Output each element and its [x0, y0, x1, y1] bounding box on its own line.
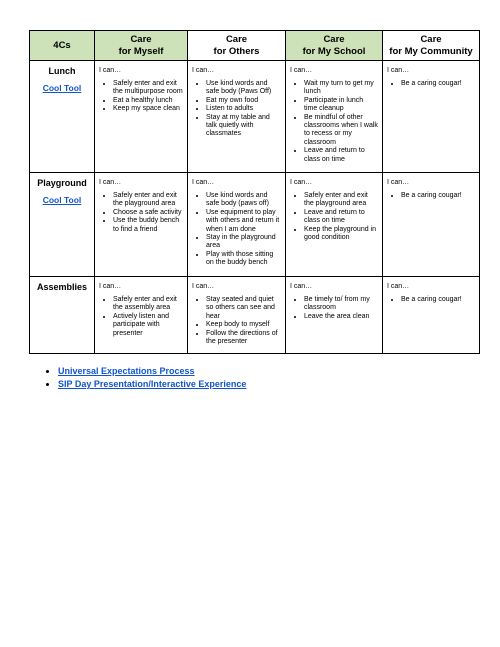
- expectation-item: • Use kind words and safe body (paws off): [206, 192, 281, 209]
- expectation-item: • Keep my space clean: [113, 105, 183, 113]
- sip-day-presentation-link[interactable]: SIP Day Presentation/Interactive Experience: [58, 379, 247, 389]
- expectation-item: • Safely enter and exit the playground area: [304, 192, 378, 209]
- row-header: [30, 61, 95, 173]
- expectation-cell: [95, 61, 188, 173]
- expectation-item: • Stay at my table and talk quietly with classmates: [206, 114, 281, 139]
- universal-expectations-link[interactable]: Universal Expectations Process: [58, 366, 195, 376]
- expectation-cell: [188, 61, 286, 173]
- cell-lead: I can…: [192, 67, 215, 74]
- expectation-list: [286, 192, 378, 242]
- expectation-item: • Keep body to myself: [206, 321, 281, 329]
- expectation-item: • Stay in the playground area: [206, 234, 281, 251]
- expectation-list: [188, 80, 281, 139]
- expectations-matrix: [29, 30, 480, 354]
- header-label: 4Cs: [53, 39, 71, 51]
- expectation-list: [95, 296, 183, 338]
- expectation-cell: [383, 61, 480, 173]
- row-title: Lunch: [48, 66, 76, 76]
- resource-link-item: [58, 365, 246, 378]
- expectation-cell: [383, 173, 480, 277]
- expectation-list: [286, 296, 378, 321]
- header-4cs: [30, 31, 95, 61]
- expectation-item: • Keep the playground in good condition: [304, 226, 378, 243]
- expectation-item: • Safely enter and exit the playground area: [113, 192, 183, 209]
- expectation-list: [383, 80, 475, 88]
- expectation-cell: [95, 277, 188, 354]
- header-label: Care for My Community: [389, 33, 473, 57]
- expectation-item: • Eat my own food: [206, 97, 281, 105]
- expectation-cell: [286, 277, 383, 354]
- cell-lead: I can…: [99, 179, 122, 186]
- cool-tool-link[interactable]: Cool Tool: [42, 195, 82, 205]
- expectation-item: • Leave and return to class on time: [304, 209, 378, 226]
- expectation-item: • Follow the directions of the presenter: [206, 330, 281, 347]
- expectation-item: • Be a caring cougar!: [401, 80, 475, 88]
- cell-lead: I can…: [290, 67, 313, 74]
- expectation-item: • Eat a healthy lunch: [113, 97, 183, 105]
- expectation-cell: [188, 277, 286, 354]
- expectation-item: • Be a caring cougar!: [401, 192, 475, 200]
- expectation-item: • Use the buddy bench to find a friend: [113, 217, 183, 234]
- header-row: [30, 31, 480, 61]
- cool-tool-link[interactable]: Cool Tool: [42, 83, 82, 93]
- expectation-cell: [95, 173, 188, 277]
- resource-links: [40, 365, 246, 391]
- header-care-community: [383, 31, 480, 61]
- expectation-item: • Safely enter and exit the assembly area: [113, 296, 183, 313]
- header-care-myself: [95, 31, 188, 61]
- header-label: Care for My School: [302, 33, 366, 57]
- expectation-cell: [286, 173, 383, 277]
- cell-lead: I can…: [290, 179, 313, 186]
- matrix-row: [30, 277, 480, 354]
- expectation-item: • Use equipment to play with others and return it when I am done: [206, 209, 281, 234]
- resource-link-item: [58, 378, 246, 391]
- header-label: Care for Others: [213, 33, 260, 57]
- expectation-item: • Actively listen and participate with presenter: [113, 313, 183, 338]
- header-care-others: [188, 31, 286, 61]
- expectation-item: • Be timely to/ from my classroom: [304, 296, 378, 313]
- expectation-cell: [286, 61, 383, 173]
- expectation-item: • Participate in lunch time cleanup: [304, 97, 378, 114]
- expectation-item: • Leave and return to class on time: [304, 147, 378, 164]
- expectation-list: [383, 296, 475, 304]
- cell-lead: I can…: [290, 283, 313, 290]
- cell-lead: I can…: [99, 67, 122, 74]
- expectation-item: • Be a caring cougar!: [401, 296, 475, 304]
- expectation-item: • Stay seated and quiet so others can see and hear: [206, 296, 281, 321]
- expectation-item: • Be mindful of other classrooms when I walk to recess or my classroom: [304, 114, 378, 148]
- expectation-item: • Wait my turn to get my lunch: [304, 80, 378, 97]
- row-header: [30, 277, 95, 354]
- expectation-cell: [188, 173, 286, 277]
- expectation-list: [188, 192, 281, 268]
- expectation-item: • Play with those sitting on the buddy bench: [206, 251, 281, 268]
- header-care-school: [286, 31, 383, 61]
- expectation-item: • Listen to adults: [206, 105, 281, 113]
- expectation-list: [188, 296, 281, 346]
- cell-lead: I can…: [387, 67, 410, 74]
- expectation-item: • Leave the area clean: [304, 313, 378, 321]
- header-label: Care for Myself: [118, 33, 164, 57]
- cell-lead: I can…: [192, 179, 215, 186]
- expectation-list: [95, 80, 183, 114]
- cell-lead: I can…: [192, 283, 215, 290]
- expectation-list: [286, 80, 378, 164]
- expectation-list: [95, 192, 183, 234]
- cell-lead: I can…: [387, 179, 410, 186]
- cell-lead: I can…: [99, 283, 122, 290]
- row-title: Playground: [37, 178, 87, 188]
- expectation-item: • Choose a safe activity: [113, 209, 183, 217]
- expectation-list: [383, 192, 475, 200]
- expectation-cell: [383, 277, 480, 354]
- cell-lead: I can…: [387, 283, 410, 290]
- expectation-item: • Safely enter and exit the multipurpose room: [113, 80, 183, 97]
- row-title: Assemblies: [36, 282, 88, 292]
- expectation-item: • Use kind words and safe body (Paws Off): [206, 80, 281, 97]
- row-header: [30, 173, 95, 277]
- matrix-row: [30, 61, 480, 173]
- matrix-row: [30, 173, 480, 277]
